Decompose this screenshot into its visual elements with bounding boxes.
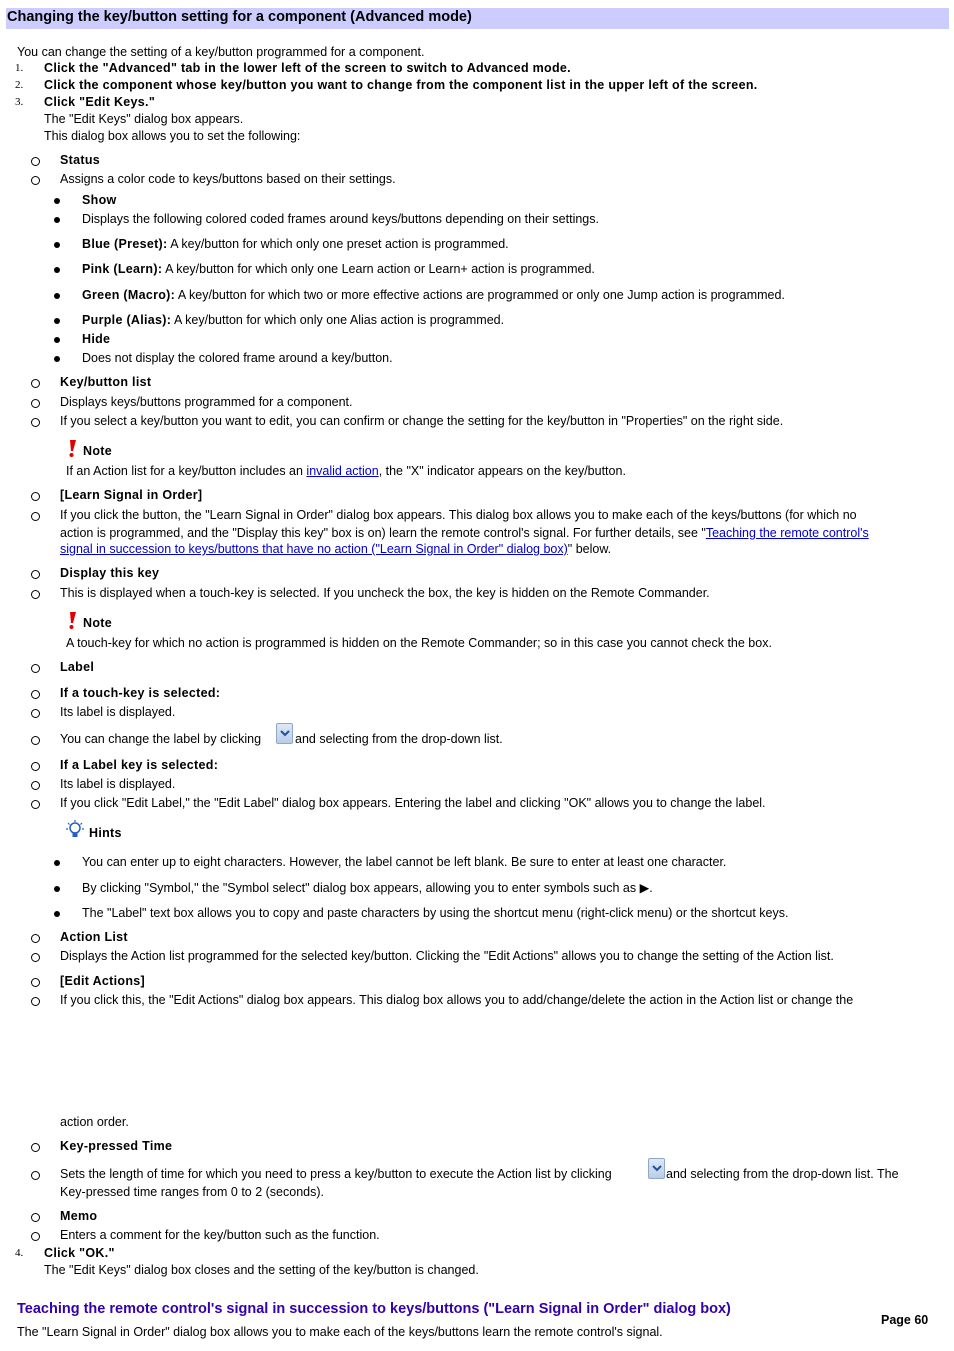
exclamation-icon bbox=[66, 439, 78, 458]
step-text: Click "Edit Keys." bbox=[44, 95, 156, 109]
item-label: Show bbox=[82, 193, 117, 207]
step-detail: The "Edit Keys" dialog box closes and the setting of the key/button is changed. bbox=[44, 1263, 479, 1277]
item-desc: Its label is displayed. bbox=[60, 705, 176, 719]
item-label: Display this key bbox=[60, 566, 160, 580]
bullet-icon bbox=[54, 198, 60, 204]
item-desc: action order. bbox=[60, 1115, 129, 1129]
bullet-icon bbox=[54, 217, 60, 223]
step-number: 2. bbox=[15, 79, 24, 91]
step-detail: The "Edit Keys" dialog box appears. bbox=[44, 112, 244, 126]
circle-bullet-icon bbox=[31, 570, 40, 579]
item-label: Pink (Learn): bbox=[82, 262, 163, 276]
circle-bullet-icon bbox=[31, 934, 40, 943]
step-number: 3. bbox=[15, 96, 24, 108]
section-intro: The "Learn Signal in Order" dialog box allows you to make each of the keys/buttons learn the remote control's signal. bbox=[17, 1325, 663, 1339]
item-label: Key-pressed Time bbox=[60, 1139, 173, 1153]
item-desc: If you click the button, the "Learn Signal in Order" dialog box appears. This dialog box allows you to make each of the keys/buttons (for which no bbox=[60, 508, 857, 522]
circle-bullet-icon bbox=[31, 1143, 40, 1152]
bullet-icon bbox=[54, 267, 60, 273]
step-detail: This dialog box allows you to set the following: bbox=[44, 129, 301, 143]
circle-bullet-icon bbox=[31, 953, 40, 962]
item-label: Status bbox=[60, 153, 101, 167]
item-label: If a Label key is selected: bbox=[60, 758, 219, 772]
page-number: Page 60 bbox=[881, 1313, 929, 1327]
bullet-icon bbox=[54, 911, 60, 917]
item-desc: This is displayed when a touch-key is selected. If you uncheck the box, the key is hidden on the Remote Commander. bbox=[60, 586, 710, 600]
item-desc: Displays keys/buttons programmed for a component. bbox=[60, 395, 353, 409]
circle-bullet-icon bbox=[31, 399, 40, 408]
step-text: Click "OK." bbox=[44, 1246, 115, 1260]
note-text: A touch-key for which no action is programmed is hidden on the Remote Commander; so in this case you cannot check the box. bbox=[66, 636, 772, 650]
circle-bullet-icon bbox=[31, 1213, 40, 1222]
list-item bbox=[82, 288, 785, 302]
item-desc: A key/button for which two or more effective actions are programmed or only one Jump action is programmed. bbox=[177, 288, 785, 302]
dropdown-button[interactable] bbox=[648, 1158, 665, 1179]
circle-bullet-icon bbox=[31, 736, 40, 745]
circle-bullet-icon bbox=[31, 709, 40, 718]
circle-bullet-icon bbox=[31, 1171, 40, 1180]
bullet-icon bbox=[54, 293, 60, 299]
step-text: Click the "Advanced" tab in the lower left of the screen to switch to Advanced mode. bbox=[44, 61, 571, 75]
item-desc: If you click "Edit Label," the "Edit Label" dialog box appears. Entering the label and clicking "OK" allows you to change the label. bbox=[60, 796, 766, 810]
hints-label: Hints bbox=[89, 826, 122, 840]
note-label: Note bbox=[83, 444, 112, 458]
item-desc: A key/button for which only one Learn action or Learn+ action is programmed. bbox=[165, 262, 595, 276]
note-label: Note bbox=[83, 616, 112, 630]
step-number: 1. bbox=[15, 62, 24, 74]
circle-bullet-icon bbox=[31, 590, 40, 599]
item-desc: Sets the length of time for which you need to press a key/button to execute the Action list by clicking bbox=[60, 1167, 612, 1181]
item-label: [Learn Signal in Order] bbox=[60, 488, 203, 502]
circle-bullet-icon bbox=[31, 176, 40, 185]
intro-text: You can change the setting of a key/button programmed for a component. bbox=[17, 45, 425, 59]
list-item bbox=[82, 313, 504, 327]
list-item bbox=[82, 262, 595, 276]
bullet-icon bbox=[54, 318, 60, 324]
section-title: Teaching the remote control's signal in succession to keys/buttons ("Learn Signal in Order" dialog box) bbox=[17, 1301, 731, 1317]
item-label: [Edit Actions] bbox=[60, 974, 145, 988]
item-desc: A key/button for which only one preset action is programmed. bbox=[170, 237, 509, 251]
circle-bullet-icon bbox=[31, 1232, 40, 1241]
bullet-icon bbox=[54, 356, 60, 362]
teaching-section-link[interactable]: signal in succession to keys/buttons that have no action ("Learn Signal in Order" dialog box) bbox=[60, 542, 568, 556]
circle-bullet-icon bbox=[31, 781, 40, 790]
hint-text: You can enter up to eight characters. However, the label cannot be left blank. Be sure to enter at least one character. bbox=[82, 855, 727, 869]
item-desc: action is programmed, and the "Display this key" box is on) learn the remote control's signal. For further details, see "Teaching the remote control's bbox=[60, 526, 869, 540]
circle-bullet-icon bbox=[31, 664, 40, 673]
item-desc: signal in succession to keys/buttons that have no action ("Learn Signal in Order" dialog box)" below. bbox=[60, 542, 612, 556]
page-title: Changing the key/button setting for a component (Advanced mode) bbox=[7, 9, 472, 25]
circle-bullet-icon bbox=[31, 762, 40, 771]
bullet-icon bbox=[54, 337, 60, 343]
item-desc: Enters a comment for the key/button such as the function. bbox=[60, 1228, 380, 1242]
circle-bullet-icon bbox=[31, 512, 40, 521]
item-desc: and selecting from the drop-down list. bbox=[295, 732, 503, 746]
item-desc: Key-pressed time ranges from 0 to 2 (seconds). bbox=[60, 1185, 325, 1199]
chevron-down-icon bbox=[652, 1165, 662, 1173]
item-label: Green (Macro): bbox=[82, 288, 176, 302]
item-label: If a touch-key is selected: bbox=[60, 686, 221, 700]
item-label: Blue (Preset): bbox=[82, 237, 168, 251]
lightbulb-icon bbox=[66, 820, 84, 840]
invalid-action-link[interactable]: invalid action bbox=[306, 464, 379, 478]
bullet-icon bbox=[54, 242, 60, 248]
circle-bullet-icon bbox=[31, 492, 40, 501]
item-desc: Does not display the colored frame around a key/button. bbox=[82, 351, 393, 365]
chevron-down-icon bbox=[280, 730, 290, 738]
item-label: Memo bbox=[60, 1209, 98, 1223]
item-desc: You can change the label by clicking bbox=[60, 732, 262, 746]
teaching-section-link[interactable]: Teaching the remote control's bbox=[705, 526, 869, 540]
note-text: If an Action list for a key/button includes an invalid action, the "X" indicator appears on the key/button. bbox=[66, 464, 626, 478]
item-label: Purple (Alias): bbox=[82, 313, 172, 327]
item-desc: Assigns a color code to keys/buttons based on their settings. bbox=[60, 172, 396, 186]
circle-bullet-icon bbox=[31, 978, 40, 987]
circle-bullet-icon bbox=[31, 690, 40, 699]
circle-bullet-icon bbox=[31, 157, 40, 166]
bullet-icon bbox=[54, 886, 60, 892]
item-label: Label bbox=[60, 660, 95, 674]
item-desc: If you click this, the "Edit Actions" dialog box appears. This dialog box allows you to add/change/delete the action in the Action list or change the bbox=[60, 993, 854, 1007]
item-desc: A key/button for which only one Alias action is programmed. bbox=[174, 313, 505, 327]
item-label: Action List bbox=[60, 930, 128, 944]
item-label: Key/button list bbox=[60, 375, 152, 389]
item-desc: Displays the Action list programmed for the selected key/button. Clicking the "Edit Actions" allows you to change the setting of the Action list. bbox=[60, 949, 834, 963]
item-desc: If you select a key/button you want to edit, you can confirm or change the setting for the key/button in "Properties" on the right side. bbox=[60, 414, 784, 428]
circle-bullet-icon bbox=[31, 418, 40, 427]
item-desc: and selecting from the drop-down list. The bbox=[666, 1167, 899, 1181]
bullet-icon bbox=[54, 860, 60, 866]
circle-bullet-icon bbox=[31, 997, 40, 1006]
dropdown-button[interactable] bbox=[276, 723, 293, 744]
hint-text: The "Label" text box allows you to copy and paste characters by using the shortcut menu (right-click menu) or the shortcut keys. bbox=[82, 906, 789, 920]
item-label: Hide bbox=[82, 332, 111, 346]
item-desc: Displays the following colored coded frames around keys/buttons depending on their settings. bbox=[82, 212, 599, 226]
circle-bullet-icon bbox=[31, 800, 40, 809]
exclamation-icon bbox=[66, 611, 78, 630]
list-item bbox=[82, 237, 509, 251]
step-text: Click the component whose key/button you want to change from the component list in the upper left of the screen. bbox=[44, 78, 758, 92]
step-number: 4. bbox=[15, 1247, 24, 1259]
item-desc: Its label is displayed. bbox=[60, 777, 176, 791]
circle-bullet-icon bbox=[31, 379, 40, 388]
hint-text: By clicking "Symbol," the "Symbol select" dialog box appears, allowing you to enter symbols such as ▶. bbox=[82, 881, 653, 895]
